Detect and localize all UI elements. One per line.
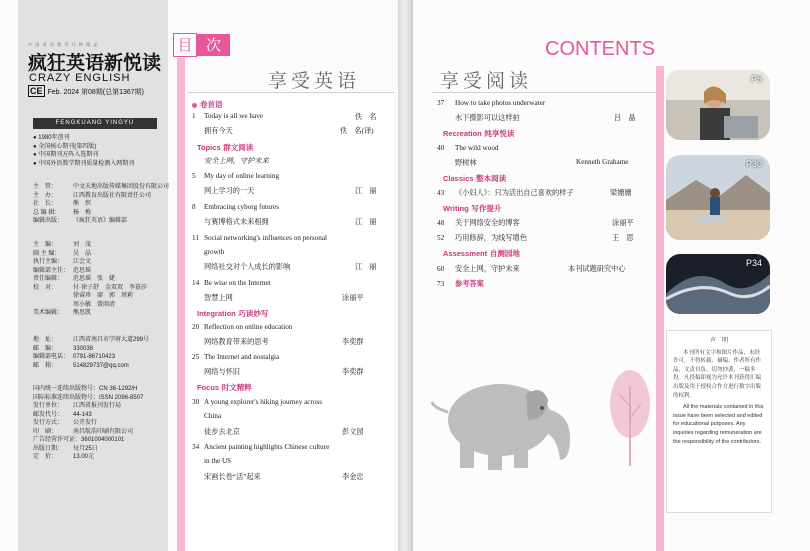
info-row: 邮 箱： 514829737@qq.com (33, 362, 129, 369)
toc-entry-40-cn[interactable]: 野树林 (455, 159, 477, 167)
info-row: 出版日期： 每月25日 (33, 445, 98, 452)
toc-author: 佚 名(译) (340, 127, 374, 135)
info-row: 副 主 编： 吴 晶 (33, 250, 92, 257)
toc-author: 李金忠 (342, 473, 364, 481)
toc-entry-5-cn[interactable]: 网上学习的一天 (204, 187, 255, 195)
toc-entry-5[interactable]: 5 My day of online learning (192, 172, 280, 180)
distribution-info (33, 385, 143, 462)
info-row: 总 编 辑： 杨 梅 (33, 209, 92, 216)
editorial-info (33, 241, 147, 318)
magazine-title: 疯狂英语新悦读 (28, 52, 162, 74)
toc-entry-34-cn[interactable]: 宋画长卷“活”起来 (204, 473, 261, 481)
toc-entry-52[interactable]: 52 巧用修辞，为线写增色 (437, 234, 527, 242)
info-row: 邮发代号： 44-143 (33, 411, 92, 418)
toc-author: 王 思 (612, 234, 634, 242)
section-title-english: 享受英语 (268, 70, 361, 92)
toc-author: 江 丽 (355, 187, 377, 195)
category-recreation: Recreation 纯享悦读 (443, 129, 515, 138)
divider (188, 92, 394, 93)
toc-entry-37[interactable]: 37 How to take photos underwater (437, 99, 546, 107)
toc-entry-60[interactable]: 60 安全上网，守护未来 (437, 265, 520, 273)
info-row: 定 价： 13.00元 (33, 454, 95, 460)
toc-author: 李奕群 (342, 368, 364, 376)
toc-entry-14[interactable]: 14 Be wise on the Internet (192, 279, 271, 287)
category-topics: Topics 群文阅读 (197, 143, 254, 152)
info-row: 地 址： 江西省南昌市学府大道299号 (33, 337, 150, 343)
info-row: 发行单位： 江西省报刊发行局 (33, 403, 122, 409)
toc-entry-11-cont: growth (204, 248, 225, 256)
toc-entry-11-cn[interactable]: 网络社交对个人成长的影响 (204, 263, 291, 271)
category-classics: Classics 整本阅读 (443, 174, 507, 183)
info-row: 执行主编： 江会文 (33, 259, 92, 265)
info-row: 主 办： 江西教育出版社有限责任公司 (33, 192, 152, 199)
toc-author: 梁姗姗 (610, 189, 632, 197)
contents-heading: CONTENTS (545, 38, 655, 60)
ce-logo: CE (30, 86, 43, 96)
masthead-tagline: 中 国 英 语 教 学 刊 物 精 品 (28, 42, 99, 47)
toc-entry-73[interactable]: 73 参考答案 (437, 280, 484, 288)
category-integration: Integration 巧读妙写 (197, 309, 269, 318)
copyright-notice (666, 330, 772, 513)
toc-author: 江 丽 (355, 218, 377, 226)
info-row: 美术编辑： 熊思凯 (33, 310, 92, 316)
info-row: 印 刷： 南昌航浩印刷有限公司 (33, 428, 134, 435)
toc-entry-30[interactable]: 30 A young explorer's hiking journey across (192, 398, 323, 406)
contact-info (33, 336, 149, 370)
category-juanshou: 卷首语 (192, 99, 223, 110)
toc-author: 吕 晶 (614, 114, 636, 122)
toc-entry-30-cn[interactable]: 徒步去北京 (204, 428, 240, 436)
toc-entry-25[interactable]: 25 The Internet and nostalgia (192, 353, 280, 361)
honors-list (33, 134, 134, 168)
page-label: P34 (745, 258, 762, 268)
toc-entry-8-cn[interactable]: 与赛博格式未来相拥 (204, 218, 269, 226)
toc-entry-8[interactable]: 8 Embracing cyborg futures (192, 203, 279, 211)
toc-mark-mu: 目 (173, 33, 197, 57)
toc-author: Kenneth Grahame (576, 158, 629, 166)
honor-item: ● 中国期刊方阵入选期刊 (33, 152, 99, 158)
magazine-english-title: CRAZY ENGLISH (29, 72, 131, 84)
toc-entry-11[interactable]: 11 Social networking's influences on personal (192, 234, 328, 242)
tree-icon (605, 366, 655, 466)
notice-title: 声 明 (709, 338, 728, 344)
toc-entry-20-cn[interactable]: 网络教育带来的思考 (204, 338, 269, 346)
info-row: 国内统一连续出版物号：CN 36-1292/H (33, 386, 138, 392)
info-row: 主 编： 刘 茂 (33, 242, 92, 248)
category-assessment: Assessment 自测园地 (443, 249, 520, 258)
toc-author: 彭文园 (342, 428, 364, 436)
info-row: 编辑部主任： 范思瑶 (33, 267, 92, 274)
page-gutter (398, 0, 413, 551)
toc-mark-ci: 次 (197, 34, 230, 56)
info-row: 责任编辑： 范思瑶 张 婕 (33, 276, 116, 282)
bullet-dot (192, 103, 197, 108)
notice-en: All the materials contained in this issue have been selected and edited for educational purposes. Any inquiries regarding remuneration are the responsibility of the contributors. (673, 404, 764, 445)
pink-stripe-right (656, 66, 664, 551)
toc-author: 本刊试题研究中心 (568, 265, 626, 273)
toc-entry-25-cn[interactable]: 网络与怀旧 (204, 368, 240, 376)
toc-author: 佚 名 (355, 113, 377, 121)
toc-author: 涂丽平 (612, 219, 634, 227)
toc-entry-1[interactable]: 1 Today is all we have (192, 112, 263, 120)
section-title-reading: 享受阅读 (440, 70, 533, 92)
photo-p30[interactable] (666, 155, 770, 240)
issue-info (28, 86, 144, 97)
publisher-info (33, 183, 169, 226)
series-bar: FENGKUANG YINGYU (33, 118, 157, 129)
toc-author: 李奕群 (342, 338, 364, 346)
pink-stripe-left (177, 58, 185, 551)
toc-entry-14-cn[interactable]: 智慧上网 (204, 294, 233, 302)
toc-author: 江 丽 (355, 263, 377, 271)
toc-entry-1-cn[interactable]: 拥有今天 (204, 127, 233, 135)
info-row: 邮 编： 330038 (33, 345, 94, 352)
info-row: 发行方式： 公开发行 (33, 420, 98, 426)
toc-entry-37-cn[interactable]: 水下摄影可以这样拍 (455, 114, 520, 122)
category-focus: Focus 时文精粹 (197, 383, 252, 392)
elephant-icon (430, 368, 580, 478)
honor-item: ● 中国外语教学期刊质量检测入网期刊 (33, 160, 135, 167)
info-row: 广告经营许可证：3601004000101 (33, 437, 125, 443)
info-row: 周小敏 曾雨清 (73, 301, 116, 308)
toc-entry-20[interactable]: 20 Reflection on online education (192, 323, 293, 331)
toc-entry-34[interactable]: 34 Ancient painting highlights Chinese culture (192, 443, 330, 451)
photo-p34[interactable] (666, 254, 770, 314)
category-writing: Writing 写作提升 (443, 204, 502, 213)
page-label: P30 (745, 159, 762, 169)
toc-entry-43[interactable]: 43 《小妇人》：只为活出自己喜欢的样子 (437, 189, 574, 197)
photo-p5[interactable] (666, 70, 770, 140)
info-row: 编辑出版： 《疯狂英语》编辑部 (33, 218, 128, 224)
info-row: 主 管： 中文天地出版传媒集团股份有限公司 (33, 184, 170, 190)
issue-date: Feb. 2024 第08期(总第1367期) (47, 89, 145, 96)
info-row: 校 对： 付·徐子舒 金双双 李慕莎 (33, 284, 147, 291)
toc-author: 涂丽平 (342, 294, 364, 302)
toc-entry-30-cont: China (204, 412, 222, 420)
info-row: 国际标准连续出版物号：ISSN 2096-8507 (33, 394, 144, 401)
toc-entry-34-cont: in the US (204, 457, 232, 465)
honor-item: ● 全国核心期刊(第四版) (33, 143, 97, 150)
divider (432, 92, 656, 93)
topics-subtitle: 安全上网，守护未来 (204, 157, 269, 165)
honor-item: ● 1980年创刊 (33, 135, 70, 141)
info-row: 编辑部电话： 0791-86710423 (33, 354, 116, 360)
page-label: P5 (750, 74, 762, 84)
notice-cn: 本刊所有文字和图片作品，未经许可，不得转载、摘编。作者所有作品，文责自负。切勿抄袭，一稿多投。凡投稿即视为允许本刊获得汇编出版及用于授权合作方进行数字出版的权利。 (673, 349, 762, 399)
info-row: 社 长： 熊 炽 (33, 201, 92, 207)
toc-entry-40[interactable]: 40 The wild wood (437, 144, 499, 152)
info-row: 徐睿珍 廖 郭 周莉 (73, 293, 134, 299)
toc-entry-48[interactable]: 48 关于网络安全的博客 (437, 219, 520, 227)
